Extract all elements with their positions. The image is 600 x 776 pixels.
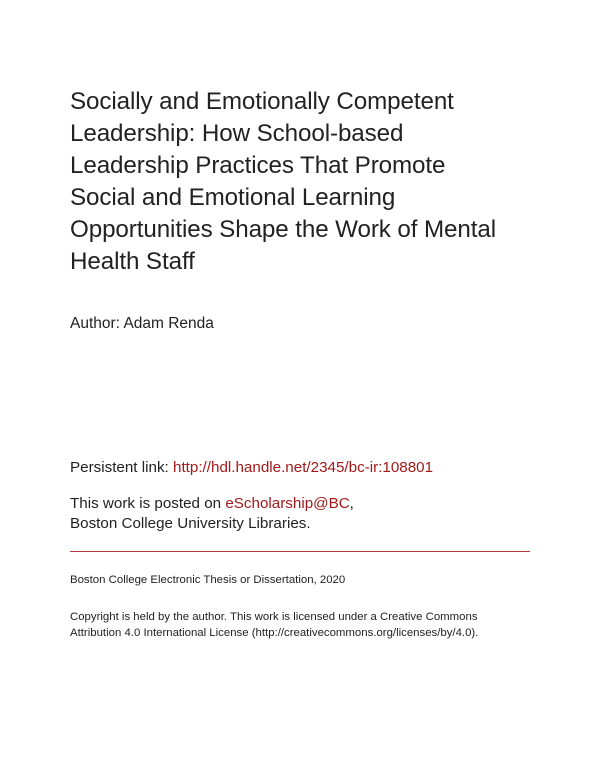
author-line [70, 314, 214, 334]
copyright-line: Copyright is held by the author. This work is licensed under a Creative Commons [70, 611, 478, 623]
copyright-notice [70, 609, 478, 641]
posted-on-block [70, 494, 354, 534]
posted-prefix: This work is posted on [70, 495, 222, 512]
persistent-link[interactable]: http://hdl.handle.net/2345/bc-ir:108801 [173, 459, 434, 476]
thesis-info: Boston College Electronic Thesis or Dissertation, 2020 [70, 574, 346, 586]
document-title [70, 86, 540, 278]
title-line: Social and Emotional Learning [70, 184, 396, 211]
title-line: Opportunities Shape the Work of Mental [70, 216, 496, 243]
library-name: Boston College University Libraries. [70, 515, 311, 532]
author-name: Adam Renda [123, 315, 214, 332]
posted-on-line [70, 494, 354, 514]
title-line: Leadership: How School-based [70, 120, 404, 147]
divider-rule [70, 551, 530, 552]
posted-suffix: , [349, 495, 354, 512]
copyright-line: Attribution 4.0 International License (http://creativecommons.org/licenses/by/4.0). [70, 627, 479, 639]
persistent-link-line [70, 458, 433, 478]
title-line: Health Staff [70, 248, 195, 275]
title-line: Leadership Practices That Promote [70, 152, 446, 179]
title-line: Socially and Emotionally Competent [70, 88, 454, 115]
author-label: Author: [70, 315, 120, 332]
escholarship-link[interactable]: eScholarship@BC [225, 495, 350, 512]
persistent-link-label: Persistent link: [70, 459, 169, 476]
